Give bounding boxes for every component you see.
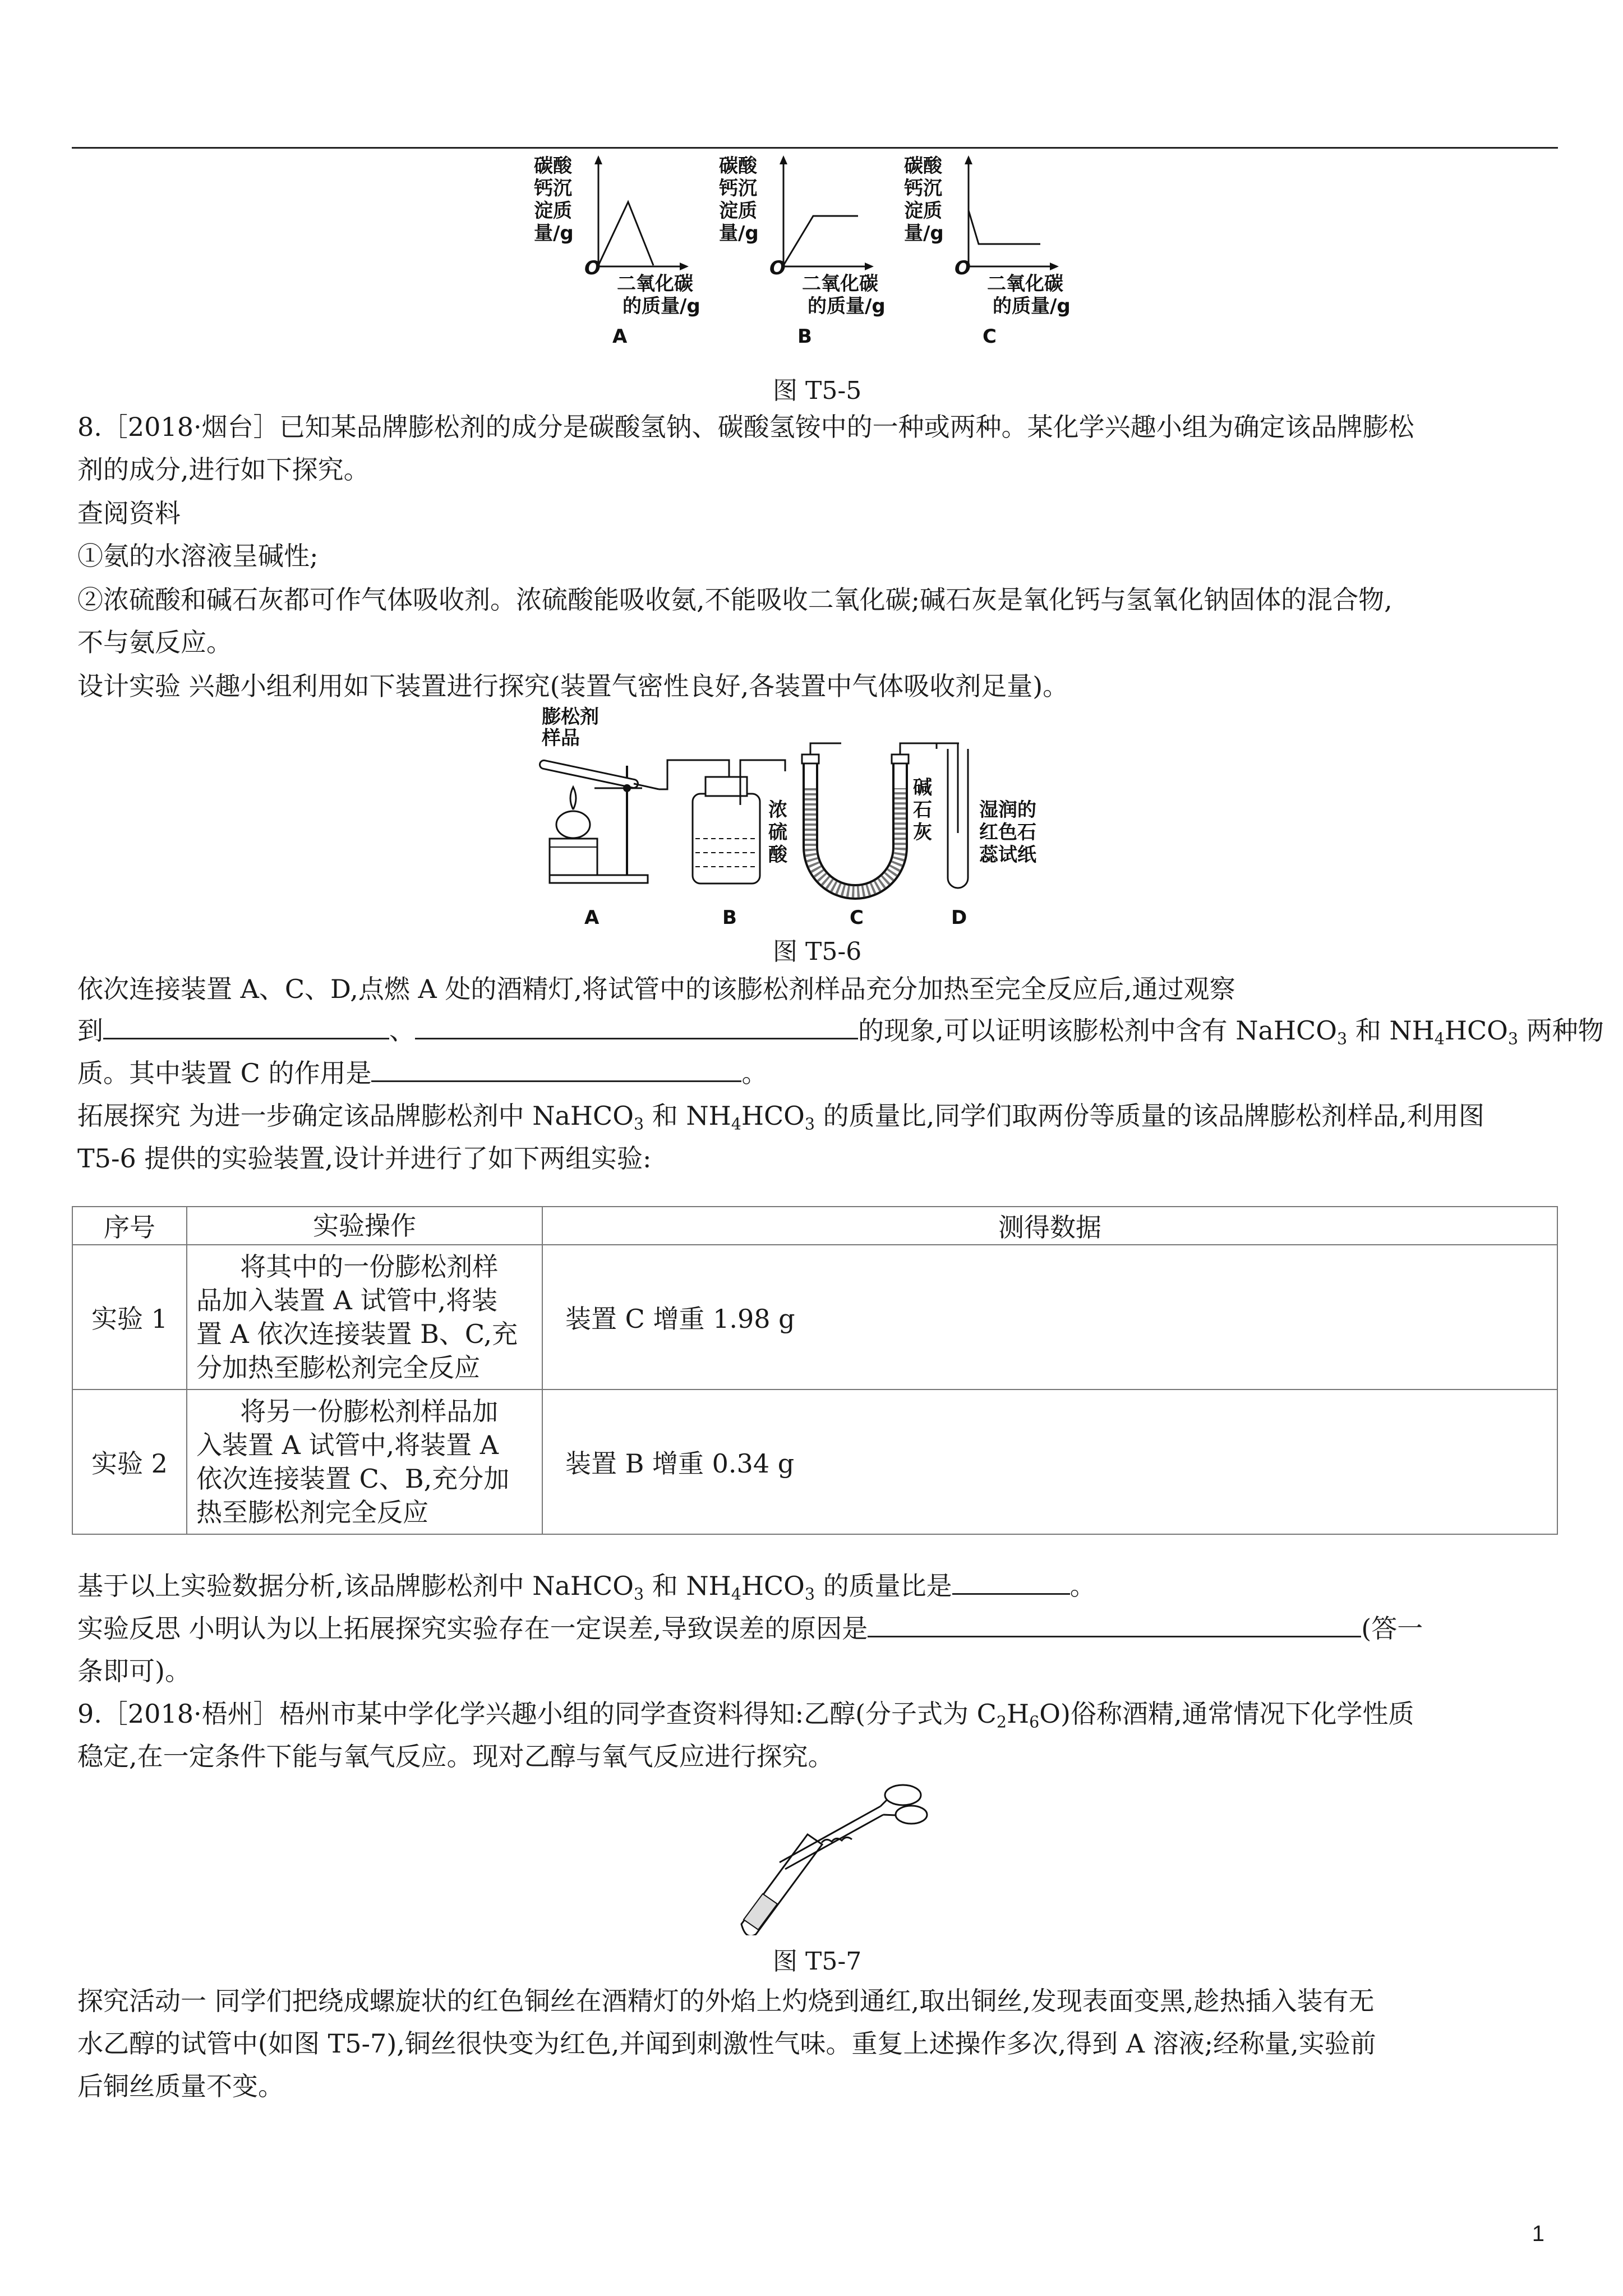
figure-t5-6 bbox=[527, 704, 1110, 928]
q8-stem-line1: 8.［2018·烟台］已知某品牌膨松剂的成分是碳酸氢钠、碳酸氢铵中的一种或两种。某化学兴趣小组为确定该品牌膨松 bbox=[77, 412, 1414, 442]
graph-c-xlabel-2: 的质量/g bbox=[993, 295, 1071, 318]
q8-reflection-line1: 实验反思 小明认为以上拓展探究实验存在一定误差,导致误差的原因是 (答一 bbox=[77, 1611, 1423, 1646]
q8-reference-title: 查阅资料 bbox=[77, 498, 181, 528]
q9-stem-line2: 稳定,在一定条件下能与氧气反应。现对乙醇与氧气反应进行探究。 bbox=[77, 1741, 834, 1772]
q9-stem-line1: 9.［2018·梧州］梧州市某中学化学兴趣小组的同学查资料得知:乙醇(分子式为 $C_2H_6O$)俗称酒精,通常情况下化学性质 bbox=[77, 1699, 1414, 1732]
table-cell-data: 装置 C 增重 1.98 g bbox=[542, 1245, 1557, 1389]
answer-blank-3[interactable] bbox=[371, 1056, 741, 1082]
graph-a-letter: A bbox=[612, 325, 628, 345]
graph-b-ylabel-1: 碳酸 bbox=[719, 155, 757, 177]
graph-c-letter: C bbox=[983, 325, 997, 345]
q9-activity-line2: 水乙醇的试管中(如图 T5-7),铜丝很快变为红色,并闻到刺激性气味。重复上述操作多次,得到 A 溶液;经称量,实验前 bbox=[77, 2028, 1376, 2059]
graph-b-ylabel-4: 量/g bbox=[719, 222, 759, 245]
letter-a: A bbox=[584, 907, 600, 928]
graph-b-origin: O bbox=[769, 257, 786, 279]
table-cell-no: 实验 2 bbox=[72, 1389, 187, 1534]
q9-activity-line1: 探究活动一 同学们把绕成螺旋状的红色铜丝在酒精灯的外焰上灼烧到通红,取出铜丝,发现表面变黑,趁热插入装有无 bbox=[77, 1986, 1375, 2016]
figure-t5-7-caption: 图 T5-7 bbox=[773, 1947, 862, 1976]
q9-activity-line3: 后铜丝质量不变。 bbox=[77, 2071, 284, 2101]
graph-b bbox=[719, 155, 886, 345]
apparatus-a bbox=[541, 706, 659, 883]
page-number: 1 bbox=[1532, 2221, 1544, 2246]
q8-reflection-line2: 条即可)。 bbox=[77, 1656, 191, 1686]
d-label-1: 湿润的 bbox=[979, 799, 1036, 821]
table-header-no: 序号 bbox=[72, 1207, 187, 1245]
graph-a-xlabel-2: 的质量/g bbox=[623, 295, 700, 318]
graph-b-curve bbox=[783, 216, 858, 265]
table-cell-operation: 将另一份膨松剂样品加 入装置 A 试管中,将装置 A 依次连接装置 C、B,充分加 热至膨松剂完全反应 bbox=[187, 1389, 542, 1534]
graph-b-xlabel-1: 二氧化碳 bbox=[802, 273, 878, 295]
experiment-table bbox=[72, 1206, 1558, 1535]
graph-b-ylabel-2: 钙沉 bbox=[719, 177, 757, 200]
table-cell-operation: 将其中的一份膨松剂样 品加入装置 A 试管中,将装 置 A 依次连接装置 B、C,充 分加热至膨松剂完全反应 bbox=[187, 1245, 542, 1389]
graph-a-curve bbox=[598, 202, 653, 265]
sample-label-1: 膨松剂 bbox=[542, 706, 599, 728]
apparatus-d bbox=[937, 743, 1036, 888]
graph-c bbox=[904, 155, 1071, 345]
q8-basis: 基于以上实验数据分析,该品牌膨松剂中 NaHCO$_3$ 和 $NH_4HCO_3$ 的质量比是 。 bbox=[77, 1568, 1096, 1603]
apparatus-c bbox=[802, 743, 937, 892]
table-row bbox=[72, 1245, 1557, 1389]
graph-c-curve bbox=[969, 210, 1040, 244]
q8-observe-line1: 依次连接装置 A、C、D,点燃 A 处的酒精灯,将试管中的该膨松剂样品充分加热至完全反应后,通过观察 bbox=[77, 974, 1235, 1004]
graph-b-xlabel-2: 的质量/g bbox=[808, 295, 886, 318]
answer-blank-1[interactable] bbox=[103, 1013, 389, 1039]
table-cell-no: 实验 1 bbox=[72, 1245, 187, 1389]
c-label-3: 灰 bbox=[913, 821, 932, 844]
table-header-data: 测得数据 bbox=[542, 1207, 1557, 1245]
q8-reference-1: ①氨的水溶液呈碱性; bbox=[77, 541, 319, 571]
table-header-operation: 实验操作 bbox=[187, 1207, 542, 1245]
b-label-3: 酸 bbox=[768, 844, 787, 866]
header-rule bbox=[72, 147, 1558, 149]
graph-c-ylabel-3: 淀质 bbox=[904, 200, 942, 222]
answer-blank-4[interactable] bbox=[952, 1568, 1070, 1595]
graph-a-origin: O bbox=[584, 257, 601, 279]
graph-b-ylabel-3: 淀质 bbox=[719, 200, 757, 222]
graph-c-xlabel-1: 二氧化碳 bbox=[987, 273, 1063, 295]
q8-extension-line1: 拓展探究 为进一步确定该品牌膨松剂中 NaHCO$_3$ 和 $NH_4HCO_3$ 的质量比,同学们取两份等质量的该品牌膨松剂样品,利用图 bbox=[77, 1101, 1484, 1134]
graph-a-ylabel-1: 碳酸 bbox=[534, 155, 572, 177]
graph-a bbox=[534, 155, 700, 345]
c-label-1: 碱 bbox=[913, 776, 932, 799]
graph-a-ylabel-4: 量/g bbox=[534, 222, 574, 245]
c-label-2: 石 bbox=[913, 799, 932, 821]
table-cell-data: 装置 B 增重 0.34 g bbox=[542, 1389, 1557, 1534]
graph-b-letter: B bbox=[797, 325, 812, 345]
q8-observe-line2: 到 、 的现象,可以证明该膨松剂中含有 NaHCO$_3$ 和 $NH_4HCO_3$ 两种物 bbox=[77, 1013, 1604, 1048]
q8-design: 设计实验 兴趣小组利用如下装置进行探究(装置气密性良好,各装置中气体吸收剂足量)。 bbox=[77, 671, 1069, 701]
letter-c: C bbox=[850, 907, 864, 928]
graph-c-ylabel-4: 量/g bbox=[904, 222, 944, 245]
b-label-1: 浓 bbox=[768, 799, 787, 821]
figure-t5-6-caption: 图 T5-6 bbox=[773, 937, 862, 966]
graph-a-xlabel-1: 二氧化碳 bbox=[617, 273, 693, 295]
figure-t5-7 bbox=[695, 1773, 942, 1935]
graph-c-ylabel-2: 钙沉 bbox=[904, 177, 942, 200]
b-label-2: 硫 bbox=[768, 821, 787, 844]
graph-a-ylabel-2: 钙沉 bbox=[534, 177, 572, 200]
sample-label-2: 样品 bbox=[542, 727, 580, 749]
figure-t5-5 bbox=[533, 154, 1094, 345]
q8-reference-2b: 不与氨反应。 bbox=[77, 627, 232, 657]
q8-stem-line2: 剂的成分,进行如下探究。 bbox=[77, 454, 370, 485]
letter-b: B bbox=[722, 907, 737, 928]
figure-t5-5-caption: 图 T5-5 bbox=[773, 376, 862, 405]
apparatus-b bbox=[693, 760, 788, 884]
graph-c-ylabel-1: 碳酸 bbox=[904, 155, 942, 177]
q8-observe-line3: 质。其中装置 C 的作用是 。 bbox=[77, 1056, 767, 1091]
d-label-3: 蕊试纸 bbox=[979, 844, 1036, 866]
graph-c-origin: O bbox=[955, 257, 971, 279]
table-header-row bbox=[72, 1207, 1557, 1245]
q8-reference-2a: ②浓硫酸和碱石灰都可作气体吸收剂。浓硫酸能吸收氨,不能吸收二氧化碳;碱石灰是氧化钙与氢氧化钠固体的混合物, bbox=[77, 585, 1393, 615]
letter-d: D bbox=[951, 907, 967, 928]
answer-blank-5[interactable] bbox=[868, 1611, 1361, 1637]
answer-blank-2[interactable] bbox=[415, 1013, 858, 1039]
q8-extension-line2: T5-6 提供的实验装置,设计并进行了如下两组实验: bbox=[77, 1143, 652, 1174]
graph-a-ylabel-3: 淀质 bbox=[534, 200, 572, 222]
table-row bbox=[72, 1389, 1557, 1534]
d-label-2: 红色石 bbox=[979, 821, 1036, 844]
